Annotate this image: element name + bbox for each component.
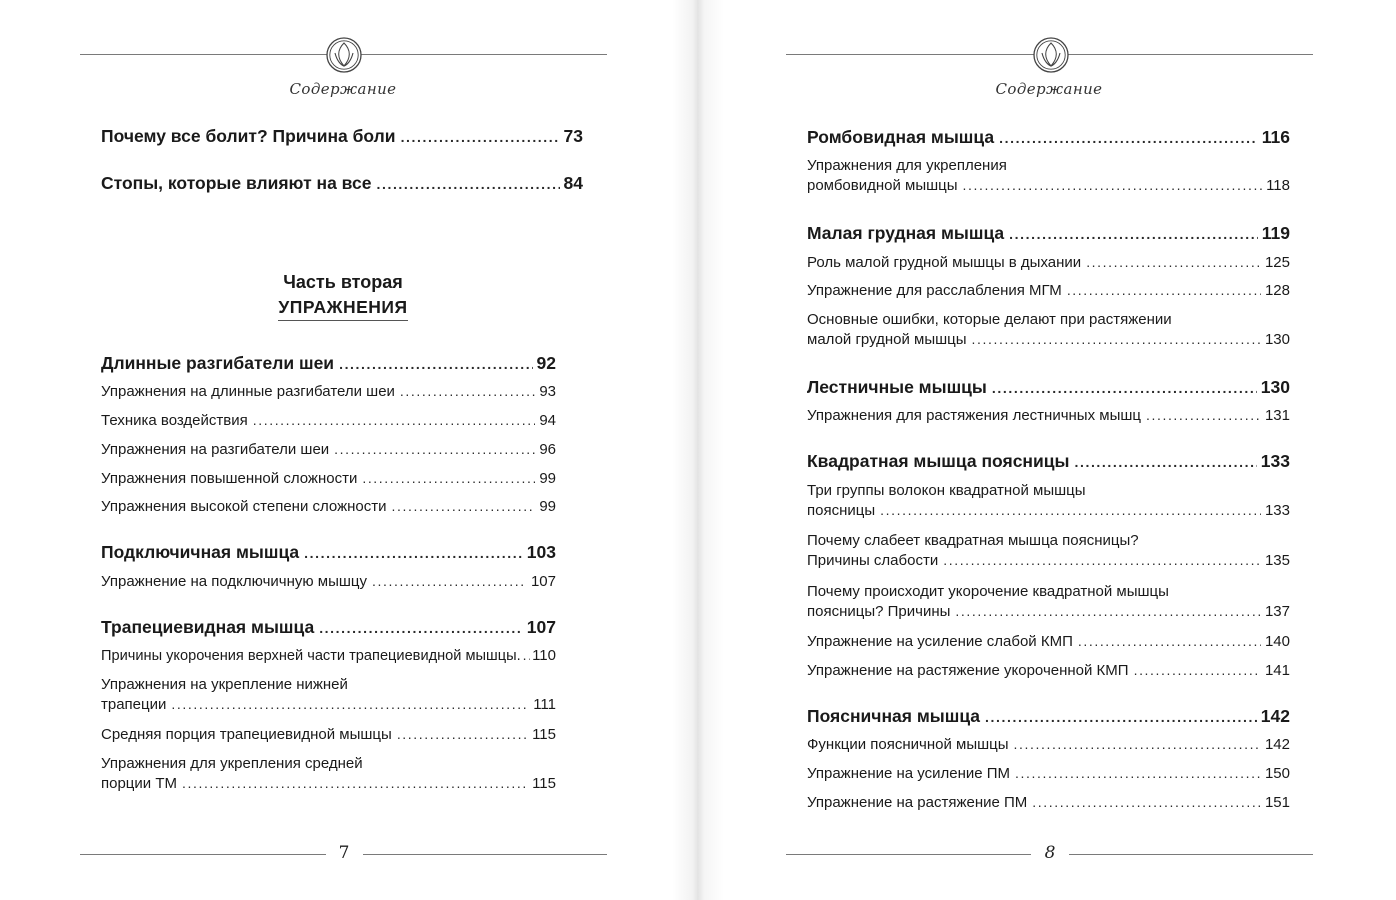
toc-entry[interactable] <box>101 755 556 792</box>
leader-dots <box>1086 254 1261 270</box>
entry-page: 142 <box>1260 706 1290 726</box>
leader-dots <box>1134 662 1261 678</box>
entry-page: 140 <box>1264 633 1290 650</box>
toc-entry[interactable] <box>807 736 1290 753</box>
entry-page: 133 <box>1260 451 1290 471</box>
entry-title: малой грудной мышцы <box>807 331 967 348</box>
leader-dots <box>397 726 528 742</box>
leader-dots <box>171 696 529 712</box>
entry-title: Причины укорочения верхней части трапециевидной мышцы. <box>101 648 521 664</box>
entry-page: 103 <box>526 542 556 562</box>
leader-dots <box>955 603 1261 619</box>
entry-page: 131 <box>1264 407 1290 424</box>
leader-dots <box>985 709 1257 725</box>
leader-dots <box>334 441 535 457</box>
leader-dots <box>339 356 532 372</box>
entry-page: 94 <box>539 412 556 429</box>
entry-title: Функции поясничной мышцы <box>807 736 1009 753</box>
page-number: 8 <box>1044 843 1056 863</box>
entry-page: 111 <box>533 696 556 713</box>
toc-entry[interactable] <box>101 726 556 743</box>
leader-dots <box>972 331 1261 347</box>
entry-page: 93 <box>539 383 556 400</box>
toc-entry[interactable] <box>807 583 1290 620</box>
leader-dots <box>880 502 1261 518</box>
entry-title: Упражнение на усиление слабой КМП <box>807 633 1073 650</box>
entry-title: Техника воздействия <box>101 412 248 429</box>
entry-page: 84 <box>563 173 583 193</box>
entry-title-first-line: Три группы волокон квадратной мышцы <box>807 482 1086 499</box>
entry-title: Почему все болит? Причина боли <box>101 126 396 146</box>
leader-dots <box>1009 226 1258 242</box>
entry-page: 92 <box>536 353 556 373</box>
entry-title-first-line: Упражнения на укрепление нижней <box>101 676 348 693</box>
entry-title: Длинные разгибатели шеи <box>101 353 335 373</box>
toc-entry[interactable] <box>101 573 556 590</box>
entry-title-first-line: Упражнения для укрепления средней <box>101 755 363 772</box>
leader-dots <box>376 176 559 192</box>
entry-title: Квадратная мышца поясницы <box>807 451 1070 471</box>
entry-title: Лестничные мышцы <box>807 377 987 397</box>
toc-entry[interactable] <box>101 412 556 429</box>
toc-entry[interactable] <box>101 353 556 374</box>
toc-entry[interactable] <box>807 157 1290 194</box>
leader-dots <box>362 470 535 486</box>
entry-title: Упражнение на усиление ПМ <box>807 765 1011 782</box>
book-gutter-shadow <box>672 0 724 900</box>
entry-page: 141 <box>1264 662 1290 679</box>
entry-title: Упражнения на длинные разгибатели шеи <box>101 383 395 400</box>
entry-title: Упражнение на подключичную мышцу <box>101 573 368 590</box>
entry-title: Упражнение для расслабления МГМ <box>807 282 1062 299</box>
toc-entry[interactable] <box>807 706 1290 727</box>
toc-entry[interactable] <box>807 282 1290 299</box>
entry-page: 115 <box>532 775 556 792</box>
entry-title: Трапециевидная мышца <box>101 617 315 637</box>
leader-dots <box>1032 794 1261 810</box>
entry-title: поясницы <box>807 502 876 519</box>
entry-title: Упражнения на разгибатели шеи <box>101 441 330 458</box>
footer-rule <box>363 854 607 855</box>
toc-entry[interactable] <box>807 451 1290 472</box>
leader-dots <box>182 775 528 791</box>
leader-dots <box>1078 633 1261 649</box>
toc-entry[interactable] <box>807 794 1290 811</box>
toc-entry[interactable] <box>101 498 556 515</box>
entry-title: Поясничная мышца <box>807 706 981 726</box>
entry-page: 99 <box>539 498 556 515</box>
entry-title: Упражнения повышенной сложности <box>101 470 358 487</box>
leader-dots <box>253 412 536 428</box>
toc-entry[interactable] <box>101 441 556 458</box>
leader-dots <box>523 647 530 663</box>
entry-page: 107 <box>526 617 556 637</box>
entry-page: 73 <box>563 126 583 146</box>
entry-title: Упражнение на растяжение укороченной КМП <box>807 662 1129 679</box>
entry-title: Упражнения высокой степени сложности <box>101 498 387 515</box>
entry-title: Роль малой грудной мышцы в дыхании <box>807 254 1082 271</box>
footer-rule <box>80 854 326 855</box>
leader-dots <box>400 383 535 399</box>
toc-entry[interactable] <box>807 532 1290 569</box>
entry-page: 130 <box>1264 331 1290 348</box>
entry-title: Малая грудная мышца <box>807 223 1005 243</box>
leader-dots <box>304 545 523 561</box>
entry-page: 151 <box>1264 794 1290 811</box>
entry-page: 107 <box>530 573 556 590</box>
entry-title: Упражнения для растяжения лестничных мышц <box>807 407 1141 424</box>
entry-title: поясницы? Причины <box>807 603 951 620</box>
entry-title: ромбовидной мышцы <box>807 177 958 194</box>
toc-entry[interactable] <box>101 676 556 713</box>
toc-entry[interactable] <box>101 470 556 487</box>
toc-entry[interactable] <box>807 223 1290 244</box>
lotus-emblem-icon <box>325 36 363 74</box>
toc-entry[interactable] <box>807 254 1290 271</box>
toc-entry[interactable] <box>807 633 1290 650</box>
entry-page: 118 <box>1266 177 1290 194</box>
entry-title: Подключичная мышца <box>101 542 300 562</box>
footer-rule <box>1069 854 1313 855</box>
toc-entry[interactable] <box>101 542 556 563</box>
toc-entry[interactable] <box>101 173 583 194</box>
entry-page: 150 <box>1264 765 1290 782</box>
toc-entry[interactable] <box>807 662 1290 679</box>
leader-dots <box>372 573 527 589</box>
leader-dots <box>1074 454 1256 470</box>
toc-entry[interactable] <box>807 482 1290 519</box>
leader-dots <box>999 130 1258 146</box>
entry-title-first-line: Упражнения для укрепления <box>807 157 1007 174</box>
entry-title: Стопы, которые влияют на все <box>101 173 372 193</box>
part-title: УПРАЖНЕНИЯ <box>278 297 407 321</box>
toc-entry[interactable] <box>807 127 1290 148</box>
running-head: Содержание <box>289 80 397 98</box>
leader-dots <box>992 380 1257 396</box>
entry-title-first-line: Почему слабеет квадратная мышца поясницы? <box>807 532 1139 549</box>
leader-dots <box>943 552 1261 568</box>
entry-page: 133 <box>1264 502 1290 519</box>
entry-title: Ромбовидная мышца <box>807 127 995 147</box>
entry-title-first-line: Основные ошибки, которые делают при растяжении <box>807 311 1172 328</box>
entry-page: 96 <box>539 441 556 458</box>
entry-page: 125 <box>1264 254 1290 271</box>
toc-entry[interactable] <box>101 617 556 638</box>
toc-entry[interactable] <box>807 311 1290 348</box>
toc-entry[interactable] <box>807 765 1290 782</box>
toc-entry[interactable] <box>101 383 556 400</box>
entry-title: порции ТМ <box>101 775 177 792</box>
entry-page: 119 <box>1261 223 1290 243</box>
lotus-emblem-icon <box>1032 36 1070 74</box>
entry-page: 137 <box>1264 603 1290 620</box>
entry-page: 130 <box>1260 377 1290 397</box>
entry-title: Упражнение на растяжение ПМ <box>807 794 1028 811</box>
leader-dots <box>1067 282 1261 298</box>
leader-dots <box>401 129 560 145</box>
entry-page: 142 <box>1264 736 1290 753</box>
entry-page: 110 <box>532 647 556 664</box>
entry-page: 99 <box>539 470 556 487</box>
entry-page: 128 <box>1264 282 1290 299</box>
entry-title: Средняя порция трапециевидной мышцы <box>101 726 392 743</box>
entry-page: 116 <box>1261 127 1290 147</box>
page-number: 7 <box>338 843 350 863</box>
right-page <box>700 0 1396 900</box>
running-head: Содержание <box>995 80 1103 98</box>
toc-entry[interactable] <box>807 407 1290 424</box>
toc-entry[interactable] <box>101 126 583 147</box>
entry-title: трапеции <box>101 696 167 713</box>
left-page <box>0 0 696 900</box>
leader-dots <box>963 177 1263 193</box>
entry-title: Причины слабости <box>807 552 939 569</box>
entry-page: 135 <box>1264 552 1290 569</box>
part-subtitle: Часть вторая <box>283 272 403 292</box>
leader-dots <box>319 620 523 636</box>
leader-dots <box>1146 407 1261 423</box>
part-heading <box>243 272 443 321</box>
leader-dots <box>392 498 536 514</box>
toc-entry[interactable] <box>101 647 556 664</box>
leader-dots <box>1014 736 1261 752</box>
leader-dots <box>1015 765 1261 781</box>
toc-entry[interactable] <box>807 377 1290 398</box>
entry-title-first-line: Почему происходит укорочение квадратной мышцы <box>807 583 1169 600</box>
footer-rule <box>786 854 1031 855</box>
entry-page: 115 <box>532 726 556 743</box>
